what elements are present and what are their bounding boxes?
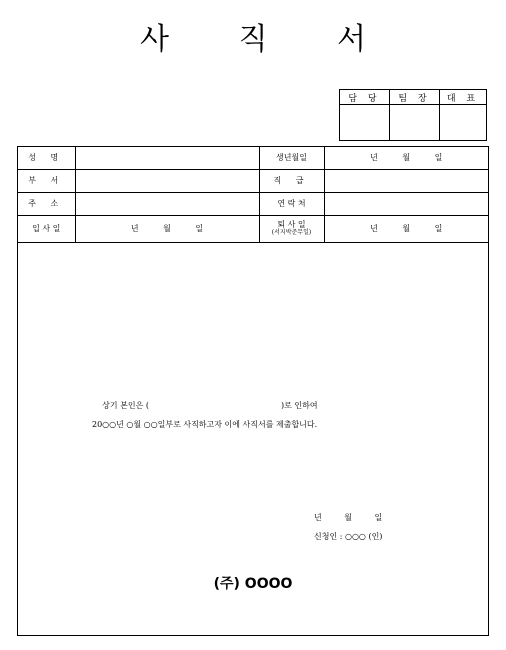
dept-field[interactable]	[75, 170, 259, 193]
birth-field[interactable]: 년 월 일	[324, 147, 488, 170]
resignation-form	[17, 146, 489, 636]
reason-line	[92, 391, 318, 420]
position-label: 직 급	[259, 170, 324, 193]
address-field[interactable]	[75, 193, 259, 216]
birth-label: 생년월일	[259, 147, 324, 170]
contact-label: 연 락 처	[259, 193, 324, 216]
resign-label: 퇴 사 일	[277, 220, 306, 230]
approval-sign-ceo[interactable]	[440, 105, 486, 140]
contact-field[interactable]	[324, 193, 488, 216]
approval-sign-manager[interactable]	[390, 105, 440, 140]
applicant-line: 신청인 : ○○○ (인)	[314, 532, 383, 541]
hire-field[interactable]: 년 월 일	[75, 216, 259, 243]
reason-prefix: 상기 본인은 (	[102, 401, 150, 410]
dept-label: 부 서	[18, 170, 75, 193]
signature-date: 년 월 일	[314, 513, 383, 522]
approval-header-ceo: 대 표	[440, 90, 486, 105]
approval-sign-staff[interactable]	[340, 105, 390, 140]
position-field[interactable]	[324, 170, 488, 193]
hire-label: 입 사 일	[18, 216, 75, 243]
approval-header-manager: 팀 장	[390, 90, 440, 105]
info-table	[18, 147, 488, 243]
resign-note: (서지박준무일)	[271, 229, 312, 237]
resign-field[interactable]: 년 월 일	[324, 216, 488, 243]
document-title: 사 직 서	[139, 22, 396, 57]
name-field[interactable]	[75, 147, 259, 170]
reason-suffix: )로 인하여	[281, 401, 318, 410]
company-name: (주) OOOO	[213, 576, 293, 592]
approval-box	[339, 89, 487, 141]
address-label: 주 소	[18, 193, 75, 216]
resign-label-cell	[259, 216, 324, 243]
approval-header-staff: 담 당	[340, 90, 390, 105]
statement-line: 20○○년 ○월 ○○일부로 사직하고자 이에 사직서를 제출합니다.	[92, 420, 318, 429]
name-label: 성 명	[18, 147, 75, 170]
